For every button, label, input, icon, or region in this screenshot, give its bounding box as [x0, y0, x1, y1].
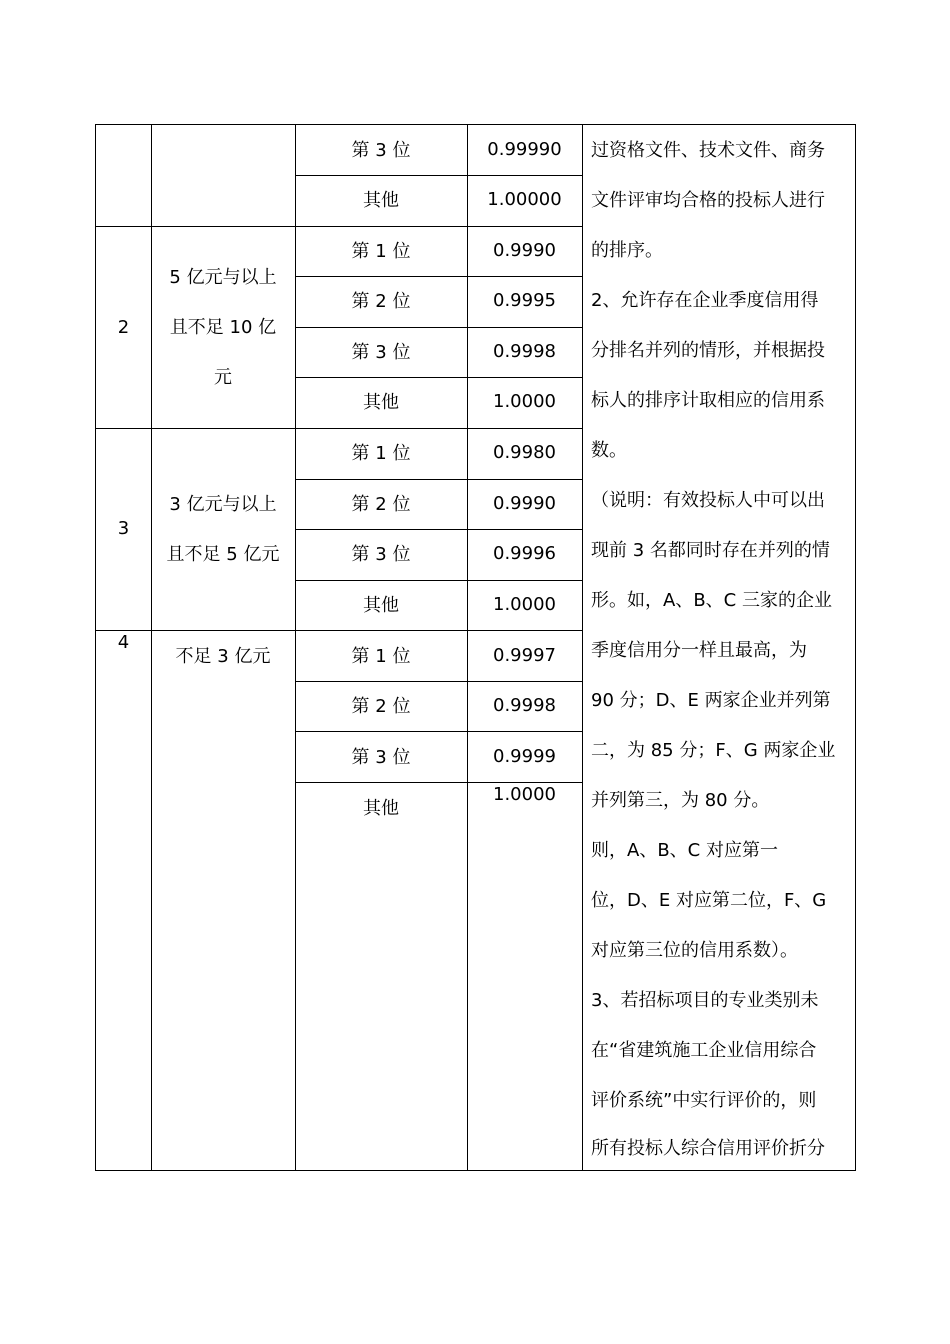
row-number: 4: [117, 632, 130, 653]
rank-label: 第 1 位: [351, 443, 411, 464]
rank-label: 第 1 位: [351, 241, 411, 262]
row-number: 2: [117, 317, 130, 338]
rank-label: 第 3 位: [351, 544, 411, 565]
note-line: 分排名并列的情形，并根据投: [591, 340, 825, 361]
rank-row-divider: [295, 276, 582, 277]
note-line: 对应第三位的信用系数）。: [591, 940, 798, 961]
rank-row-divider: [295, 529, 582, 530]
rank-label: 其他: [363, 595, 399, 616]
note-line: 标人的排序计取相应的信用系: [591, 390, 825, 411]
coefficient-value: 0.99990: [487, 139, 562, 160]
rank-label: 第 2 位: [351, 291, 411, 312]
coefficient-value: 0.9990: [493, 493, 556, 514]
coefficient-value: 0.9997: [493, 645, 556, 666]
rank-row-divider: [295, 327, 582, 328]
column-divider: [582, 125, 583, 1170]
coefficient-value: 0.9990: [493, 240, 556, 261]
group-divider: [96, 226, 582, 227]
rank-label: 第 3 位: [351, 140, 411, 161]
note-line: 2、允许存在企业季度信用得: [591, 290, 819, 311]
coefficient-value: 0.9999: [493, 746, 556, 767]
note-line: 二，为 85 分；F、G 两家企业: [591, 740, 836, 761]
note-line: 季度信用分一样且最高，为: [591, 640, 807, 661]
note-line: 则，A、B、C 对应第一: [591, 840, 778, 861]
coefficient-value: 1.0000: [493, 391, 556, 412]
row-number: 3: [117, 518, 130, 539]
rank-label: 第 1 位: [351, 646, 411, 667]
note-line: 90 分；D、E 两家企业并列第: [591, 690, 831, 711]
coefficient-value: 1.0000: [493, 784, 556, 805]
note-line: 在“省建筑施工企业信用综合: [591, 1040, 817, 1061]
note-line: 文件评审均合格的投标人进行: [591, 190, 825, 211]
note-line: 的排序。: [591, 240, 663, 261]
note-line: 3、若招标项目的专业类别未: [591, 990, 819, 1011]
credit-coefficient-table: [95, 124, 856, 1171]
range-line: 元: [214, 367, 232, 388]
note-line: 过资格文件、技术文件、商务: [591, 140, 825, 161]
note-line: 数。: [591, 440, 627, 461]
rank-label: 第 2 位: [351, 696, 411, 717]
group-divider: [96, 428, 582, 429]
coefficient-value: 1.00000: [487, 189, 562, 210]
rank-label: 其他: [363, 798, 399, 819]
range-line: 且不足 5 亿元: [166, 544, 280, 565]
coefficient-value: 0.9995: [493, 290, 556, 311]
coefficient-value: 1.0000: [493, 594, 556, 615]
rank-row-divider: [295, 479, 582, 480]
rank-row-divider: [295, 681, 582, 682]
note-line: 并列第三，为 80 分。: [591, 790, 770, 811]
group-divider: [96, 630, 582, 631]
note-line: 评价系统”中实行评价的，则: [591, 1090, 817, 1111]
note-line: 所有投标人综合信用评价折分: [591, 1138, 825, 1159]
range-line: 不足 3 亿元: [175, 646, 271, 667]
note-line: 现前 3 名都同时存在并列的情: [591, 540, 830, 561]
note-line: （说明：有效投标人中可以出: [591, 490, 825, 511]
range-line: 且不足 10 亿: [169, 317, 277, 338]
rank-label: 第 3 位: [351, 747, 411, 768]
note-line: 形。如，A、B、C 三家的企业: [591, 590, 832, 611]
rank-row-divider: [295, 175, 582, 176]
coefficient-value: 0.9998: [493, 695, 556, 716]
range-line: 5 亿元与以上: [169, 267, 277, 288]
coefficient-value: 0.9980: [493, 442, 556, 463]
range-line: 3 亿元与以上: [169, 494, 277, 515]
rank-label: 第 2 位: [351, 494, 411, 515]
coefficient-value: 0.9998: [493, 341, 556, 362]
rank-row-divider: [295, 731, 582, 732]
rank-row-divider: [295, 580, 582, 581]
rank-label: 其他: [363, 190, 399, 211]
rank-label: 第 3 位: [351, 342, 411, 363]
rank-row-divider: [295, 377, 582, 378]
rank-label: 其他: [363, 392, 399, 413]
note-line: 位，D、E 对应第二位，F、G: [591, 890, 827, 911]
coefficient-value: 0.9996: [493, 543, 556, 564]
